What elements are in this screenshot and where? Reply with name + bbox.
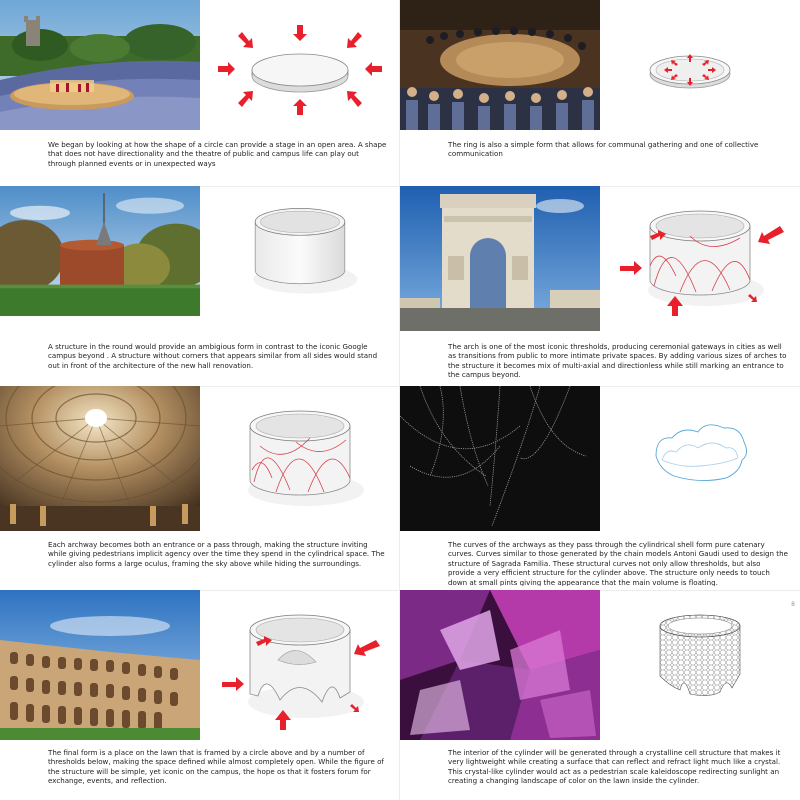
gathering-photo [400, 0, 600, 130]
archway-cylinder-diagram [200, 386, 400, 531]
amphitheatre-photo [0, 0, 200, 130]
panel-colosseum [0, 590, 400, 800]
caption: We began by looking at how the shape of a circle can provide a stage in an open area. A shape that does not have directionality and the theatre of public and campus life can play out through planned events or in unexpected ways [48, 140, 387, 168]
caption: The arch is one of the most iconic thresholds, producing ceremonial gateways in cities as well as transitions from public to more intimate private spaces. By adding various sizes of arches to the structure it becomes mix of multi-axial and directionless while still marking an entrance to the campus beyond. [448, 342, 787, 380]
cylinder-diagram [200, 186, 400, 316]
arch-photo [400, 186, 600, 331]
panel-chapel [0, 186, 400, 386]
caption: The ring is also a simple form that allows for communal gathering and one of collective communication [448, 140, 759, 159]
amethyst-photo [400, 590, 600, 740]
page-number: 8 [791, 601, 795, 608]
disc-arrows-diagram [200, 0, 400, 130]
panel-pantheon [0, 386, 400, 586]
colosseum-photo [0, 590, 200, 740]
chapel-photo [0, 186, 200, 316]
caption: A structure in the round would provide an ambigious form in contrast to the iconic Google campus beyond . A structure without corners that appears similar from all sides would stand out in front of the architecture of the new hall renovation. [48, 342, 378, 370]
final-form-diagram [200, 590, 400, 740]
caption: The interior of the cylinder will be generated through a crystalline cell structure that makes it very lightweight while creating a surface that can reflect and refract light much like a crystal. This crystal-like cylinder would act as a pedestrian scale kaleidoscope redirecting sunlight an creating a changing landscape of color on the lawn inside the cylinder. [448, 748, 781, 786]
crystal-cylinder-diagram [600, 590, 800, 740]
panel-amphitheatre [0, 0, 400, 200]
catenary-photo [400, 386, 600, 531]
caption: The final form is a place on the lawn that is framed by a circle above and by a number of thresholds below, making the space defined while almost completely open. While the figure of the structure will be simple, yet iconic on the campus, the hope os that it fosters forum for exchange, events, and reflection. [48, 748, 384, 786]
panel-gathering [400, 0, 800, 200]
catenary-cylinder-diagram [600, 386, 800, 531]
panel-crystal [400, 590, 800, 800]
ring-arrows-diagram [600, 0, 800, 130]
panel-arch [400, 186, 800, 386]
caption: The curves of the archways as they pass through the cylindrical shell form pure catenary curves. Curves similar to those generated by the chain models Antoni Gaudi used to design the structure of Sagrada Familia. These structural curves not only allow thresholds, but also provide a very efficient structure for the cylinder above. The structure only needs to touch down at small pints giving the appearance that the main volume is floating. [448, 540, 788, 586]
pantheon-photo [0, 386, 200, 531]
panel-catenary [400, 386, 800, 586]
arch-cylinder-diagram [600, 186, 800, 331]
caption: Each archway becomes both an entrance or a pass through, making the structure inviting while giving pedestrians implicit agency over the time they spend in the cylindrical space. The cylinder also forms a large oculus, framing the sky above while hiding the surroundings. [48, 540, 385, 568]
